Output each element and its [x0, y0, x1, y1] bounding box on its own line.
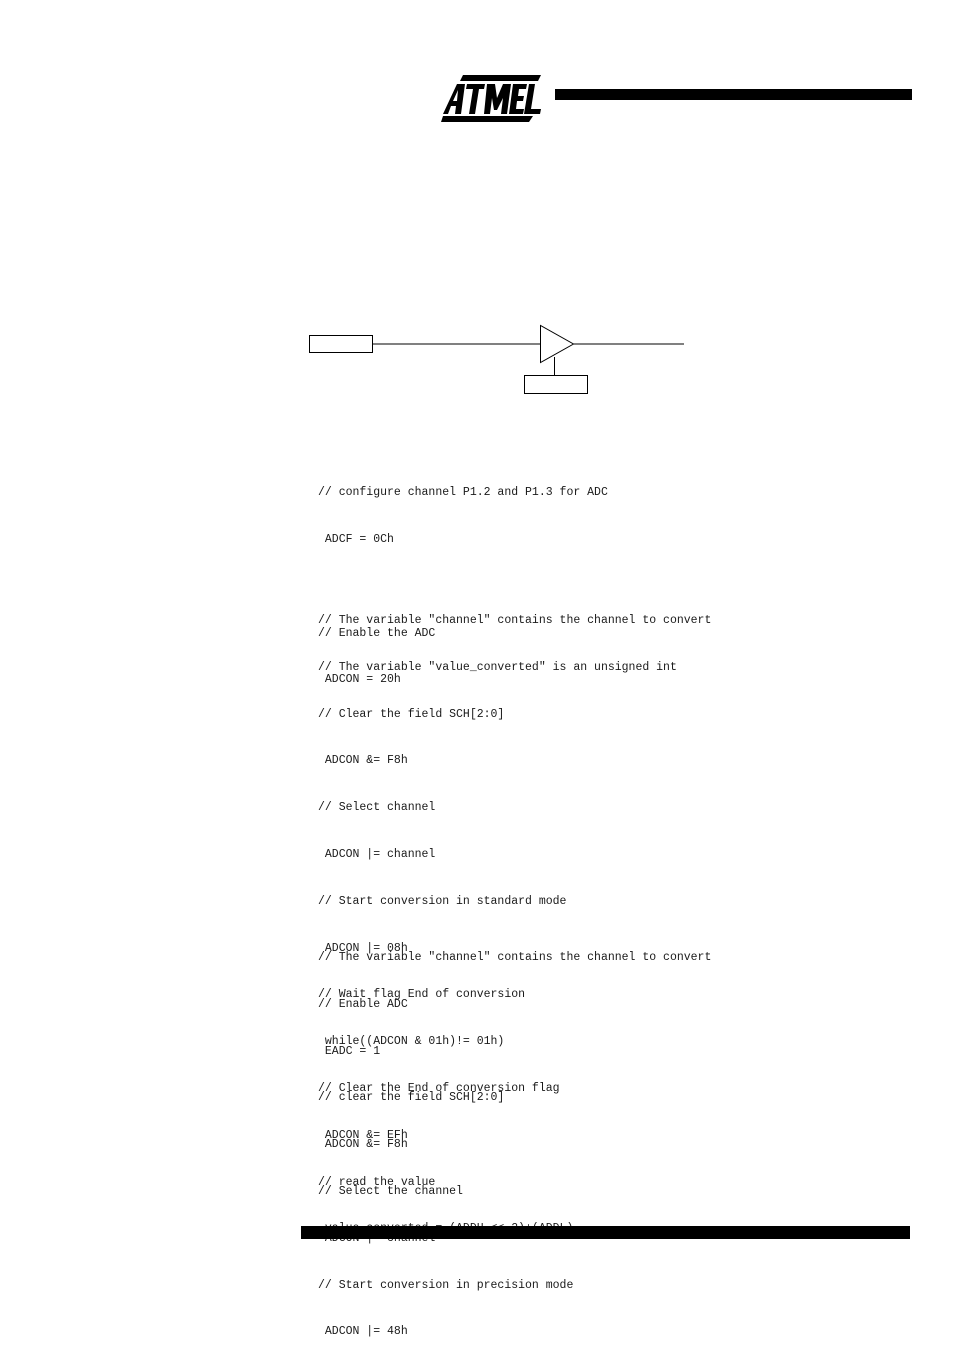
code-line: // Enable the ADC	[318, 626, 436, 640]
code-line: // read the value	[318, 1175, 436, 1189]
code-line: ADCF = 0Ch	[318, 532, 394, 546]
footer-rule	[301, 1226, 910, 1239]
code-line: EADC = 1	[318, 1044, 381, 1058]
code-line: // Start conversion in precision mode	[318, 1278, 574, 1292]
code-line: // Select the channel	[318, 1184, 463, 1198]
code-line: // Start conversion in standard mode	[318, 894, 567, 908]
input-box	[310, 336, 373, 353]
code-line: // The variable "channel" contains the channel to convert	[318, 951, 712, 964]
code-line: // The variable "channel" contains the channel to convert	[318, 614, 712, 627]
code-line: // clear the field SCH[2:0]	[318, 1091, 505, 1105]
code-line: // Clear the field SCH[2:0]	[318, 707, 505, 721]
code-line: // configure channel P1.2 and P1.3 for ADC	[318, 486, 608, 499]
header-rule	[555, 89, 912, 100]
control-box	[525, 376, 588, 394]
code-line: // Clear the End of conversion flag	[318, 1081, 560, 1095]
code-line: ADCON &= F8h	[318, 754, 408, 768]
code-line: // Enable ADC	[318, 997, 408, 1011]
adc-block-diagram	[300, 315, 700, 405]
code-line: ADCON &= F8h	[318, 1138, 408, 1152]
code-line: ADCON &= EFh	[318, 1128, 408, 1142]
code-line: ADCON |= channel	[318, 847, 436, 861]
code-line: // The variable "value_converted" is an unsigned int	[318, 660, 677, 674]
code-line: ADCON = 20h	[318, 673, 401, 687]
code-precision-conversion-block	[318, 922, 711, 1356]
code-line: // Wait flag End of conversion	[318, 988, 526, 1002]
code-line: // Select channel	[318, 801, 436, 815]
buffer-triangle	[541, 326, 574, 363]
atmel-logo	[441, 72, 543, 124]
code-line: ADCON |= 08h	[318, 941, 408, 955]
code-line: ADCON |= 48h	[318, 1325, 408, 1339]
code-line: while((ADCON & 01h)!= 01h)	[318, 1035, 505, 1049]
